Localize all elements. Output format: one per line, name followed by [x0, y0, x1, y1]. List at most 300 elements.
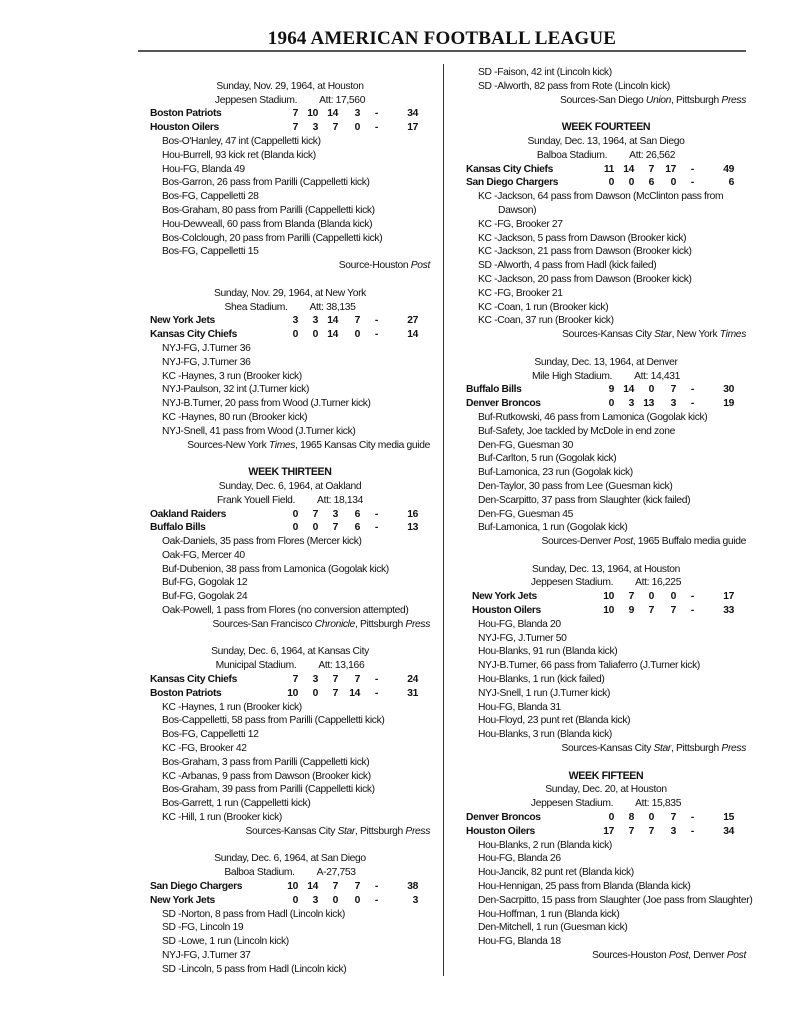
quarter-score: 14	[623, 384, 634, 396]
score-dash: -	[690, 384, 694, 396]
attendance: A-27,753	[316, 867, 356, 879]
source-text-after: , Pittsburgh	[671, 94, 722, 106]
final-score: 6	[728, 177, 734, 189]
quarter-score: 7	[292, 674, 298, 686]
team-name: Buffalo Bills	[466, 384, 522, 396]
source-text-after: , New York	[671, 329, 720, 341]
quarter-score: 0	[354, 894, 360, 906]
venue-name: Jeppesen Stadium.	[214, 94, 298, 106]
left-column	[150, 66, 430, 977]
scoring-play: Buf-FG, Gogolak 12	[162, 577, 248, 589]
scoring-play: Bos-Garron, 26 pass from Parilli (Cappelletti kick)	[162, 177, 370, 189]
scoring-play: Hou-Burrell, 93 kick ret (Blanda kick)	[162, 149, 316, 161]
score-dash: -	[690, 591, 694, 603]
score-dash: -	[374, 881, 378, 893]
source-publication: Chronicle	[314, 618, 356, 630]
score-dash: -	[374, 122, 378, 134]
quarter-score: 7	[670, 605, 676, 617]
team-name: Oakland Raiders	[150, 508, 227, 520]
scoring-play: KC -Coan, 37 run (Brooker kick)	[478, 315, 614, 327]
quarter-score: 10	[287, 881, 298, 893]
team-score-row	[466, 383, 746, 397]
scoring-play: KC -Jackson, 20 pass from Dawson (Brooker kick)	[478, 273, 692, 285]
source-text: Sources-Kansas City	[561, 743, 654, 755]
source-line	[150, 618, 430, 632]
team-name: San Diego Chargers	[150, 881, 243, 893]
score-dash: -	[374, 894, 378, 906]
venue-name: Jeppesen Stadium.	[530, 577, 614, 589]
scoring-play: KC -FG, Brooker 27	[478, 218, 563, 230]
spacer	[466, 342, 746, 356]
score-dash: -	[690, 177, 694, 189]
quarter-score: 0	[332, 894, 338, 906]
quarter-score: 7	[648, 163, 654, 175]
quarter-score: 0	[670, 591, 676, 603]
game-date: Sunday, Dec. 6, 1964, at San Diego	[214, 853, 366, 865]
team-score-row	[150, 314, 430, 328]
game-date: Sunday, Nov. 29, 1964, at New York	[213, 287, 366, 299]
quarter-score: 14	[349, 687, 360, 699]
source-text-after: , 1965 Buffalo media guide	[632, 536, 746, 548]
source-line	[150, 259, 430, 273]
scoring-play: Hou-FG, Blanda 31	[478, 701, 561, 713]
scoring-play: Buf-Lamonica, 1 run (Gogolak kick)	[478, 522, 628, 534]
quarter-score: 7	[292, 108, 298, 120]
final-score: 3	[412, 894, 418, 906]
quarter-score: 7	[332, 674, 338, 686]
quarter-score: 7	[628, 591, 634, 603]
scoring-play: Hou-FG, Blanda 26	[478, 853, 561, 865]
scoring-play: SD -Alworth, 82 pass from Rote (Lincoln kick)	[478, 80, 670, 92]
scoring-play: NYJ-Snell, 41 pass from Wood (J.Turner kick)	[162, 425, 356, 437]
quarter-score: 7	[648, 825, 654, 837]
team-name: Houston Oilers	[466, 825, 535, 837]
scoring-play: Bos-Graham, 3 pass from Parilli (Cappelletti kick)	[162, 756, 370, 768]
source-publication: Post	[668, 950, 689, 961]
source-text: Sources-San Francisco	[212, 618, 315, 630]
final-score: 49	[723, 163, 734, 175]
scoring-play: KC -FG, Brooker 21	[478, 287, 563, 299]
final-score: 38	[407, 881, 418, 893]
quarter-score: 10	[307, 108, 318, 120]
venue-name: Mile High Stadium.	[531, 370, 613, 382]
final-score: 19	[723, 398, 734, 410]
quarter-score: 14	[327, 315, 338, 327]
game-date: Sunday, Dec. 6, 1964, at Kansas City	[211, 646, 369, 658]
scoring-play: KC -Jackson, 21 pass from Dawson (Brooker kick)	[478, 246, 692, 258]
source-text-after: , Pittsburgh	[355, 618, 406, 630]
source-publication: Post	[613, 536, 633, 548]
game-venue	[466, 576, 746, 590]
source-publication: Star	[654, 329, 672, 341]
quarter-score: 3	[312, 122, 318, 134]
score-dash: -	[690, 605, 694, 617]
source-line	[466, 535, 746, 549]
quarter-score: 7	[354, 315, 360, 327]
final-score: 17	[723, 591, 734, 603]
scoring-play: Oak-Daniels, 35 pass from Flores (Mercer kick)	[162, 536, 362, 548]
team-name: New York Jets	[150, 315, 215, 327]
source-text: Sources-Kansas City	[245, 825, 338, 837]
venue-name: Jeppesen Stadium.	[530, 798, 614, 810]
scoring-play: Den-Scarpitto, 37 pass from Slaughter (kick failed)	[478, 494, 691, 506]
scoring-play: KC -Haynes, 1 run (Brooker kick)	[162, 701, 302, 713]
quarter-score: 14	[327, 108, 338, 120]
source-line	[150, 439, 430, 453]
final-score: 17	[407, 122, 418, 134]
team-score-row	[150, 687, 430, 701]
team-score-row	[150, 521, 430, 535]
venue-name: Balboa Stadium.	[224, 867, 295, 879]
scoring-play: Hou-Blanks, 1 run (kick failed)	[478, 674, 605, 686]
quarter-score: 7	[332, 522, 338, 534]
quarter-score: 17	[665, 163, 676, 175]
quarter-score: 6	[354, 508, 360, 520]
quarter-score: 0	[608, 177, 614, 189]
scoring-play: Buf-FG, Gogolak 24	[162, 591, 248, 603]
game-venue	[466, 797, 746, 811]
source-text-after: , Denver	[688, 950, 727, 961]
scoring-play: NYJ-B.Turner, 20 pass from Wood (J.Turner kick)	[162, 398, 371, 410]
scoring-play: SD -Norton, 8 pass from Hadl (Lincoln kick)	[162, 908, 345, 920]
quarter-score: 17	[603, 825, 614, 837]
source-line	[466, 949, 746, 963]
team-score-row	[466, 397, 746, 411]
game-date: Sunday, Dec. 13, 1964, at San Diego	[527, 135, 685, 147]
source-line	[150, 825, 430, 839]
scoring-play: Den-Taylor, 30 pass from Lee (Guesman kick)	[478, 480, 673, 492]
final-score: 33	[723, 605, 734, 617]
source-publication-2: Press	[721, 94, 746, 106]
spacer	[466, 756, 746, 770]
attendance: Att: 14,431	[634, 370, 681, 382]
quarter-score: 7	[670, 384, 676, 396]
venue-name: Municipal Stadium.	[215, 660, 297, 672]
quarter-score: 0	[354, 329, 360, 341]
scoring-play: KC -Haynes, 3 run (Brooker kick)	[162, 370, 302, 382]
quarter-score: 6	[354, 522, 360, 534]
team-name: Boston Patriots	[150, 108, 222, 120]
team-name: Houston Oilers	[472, 605, 541, 617]
scoring-play: KC -Arbanas, 9 pass from Dawson (Brooker kick)	[162, 770, 371, 782]
final-score: 34	[723, 825, 734, 837]
scoring-play: SD -FG, Lincoln 19	[162, 922, 244, 934]
quarter-score: 7	[312, 508, 318, 520]
source-text: Sources-Houston	[592, 950, 669, 961]
quarter-score: 3	[354, 108, 360, 120]
scoring-play: SD -Lowe, 1 run (Lincoln kick)	[162, 936, 289, 948]
attendance: Att: 38,135	[309, 301, 356, 313]
quarter-score: 0	[312, 522, 318, 534]
scoring-play: KC -Hill, 1 run (Brooker kick)	[162, 812, 282, 824]
scoring-play: Bos-FG, Cappelletti 28	[162, 191, 259, 203]
source-publication: Star	[337, 825, 356, 837]
game-date: Sunday, Dec. 20, at Houston	[545, 784, 667, 796]
game-date: Sunday, Dec. 6, 1964, at Oakland	[218, 480, 362, 492]
scoring-play: Buf-Lamonica, 23 run (Gogolak kick)	[478, 467, 633, 479]
scoring-play: Bos-Garrett, 1 run (Cappelletti kick)	[162, 798, 311, 810]
source-text: Sources-Denver	[541, 536, 614, 548]
score-dash: -	[374, 687, 378, 699]
scoring-play: Hou-Hennigan, 25 pass from Blanda (Blanda kick)	[478, 881, 691, 893]
team-name: Kansas City Chiefs	[150, 329, 237, 341]
source-publication-2: Press	[721, 743, 746, 755]
scoring-play: NYJ-Paulson, 32 int (J.Turner kick)	[162, 384, 310, 396]
quarter-score: 13	[643, 398, 654, 410]
scoring-play: Buf-Carlton, 5 run (Gogolak kick)	[478, 453, 617, 465]
scoring-play: KC -Haynes, 80 run (Brooker kick)	[162, 411, 308, 423]
scoring-play-continued: Dawson)	[498, 204, 537, 216]
source-line	[466, 328, 746, 342]
quarter-score: 3	[292, 315, 298, 327]
scoring-play: Buf-Dubenion, 38 pass from Lamonica (Gogolak kick)	[162, 563, 389, 575]
scoring-play: Oak-FG, Mercer 40	[162, 549, 245, 561]
quarter-score: 3	[332, 508, 338, 520]
source-text: Sources-New York	[187, 439, 269, 451]
game-venue	[150, 659, 430, 673]
week-heading: WEEK THIRTEEN	[248, 466, 332, 479]
quarter-score: 0	[648, 591, 654, 603]
team-name: Houston Oilers	[150, 122, 219, 134]
team-score-row	[150, 121, 430, 135]
scoring-play: Hou-Blanks, 91 run (Blanda kick)	[478, 646, 618, 658]
game-date: Sunday, Nov. 29, 1964, at Houston	[216, 80, 364, 92]
week-heading: WEEK FIFTEEN	[568, 769, 644, 782]
right-column	[466, 66, 753, 963]
scoring-play: NYJ-FG, J.Turner 36	[162, 356, 251, 368]
quarter-score: 3	[312, 894, 318, 906]
quarter-score: 3	[670, 825, 676, 837]
quarter-score: 14	[623, 163, 634, 175]
quarter-score: 0	[648, 812, 654, 824]
team-score-row	[466, 163, 746, 177]
spacer	[466, 549, 746, 563]
game-date: Sunday, Dec. 13, 1964, at Houston	[532, 563, 680, 575]
scoring-play: Hou-FG, Blanda 18	[478, 936, 561, 948]
team-name: Boston Patriots	[150, 687, 222, 699]
quarter-score: 0	[312, 329, 318, 341]
scoring-play: NYJ-FG, J.Turner 36	[162, 342, 251, 354]
scoring-play: Hou-FG, Blanda 49	[162, 163, 245, 175]
final-score: 31	[407, 687, 418, 699]
quarter-score: 7	[354, 674, 360, 686]
score-dash: -	[690, 398, 694, 410]
quarter-score: 9	[608, 384, 614, 396]
scoring-play: Hou-Dewveall, 60 pass from Blanda (Blanda kick)	[162, 218, 373, 230]
quarter-score: 0	[292, 894, 298, 906]
quarter-score: 6	[648, 177, 654, 189]
scoring-play: Bos-Graham, 80 pass from Parilli (Cappelletti kick)	[162, 204, 375, 216]
scoring-play: Buf-Rutkowski, 46 pass from Lamonica (Gogolak kick)	[478, 411, 708, 423]
scoring-play: Den-FG, Guesman 45	[478, 508, 573, 520]
quarter-score: 0	[628, 177, 634, 189]
final-score: 30	[723, 384, 734, 396]
scoring-play: Den-Sacrpitto, 15 pass from Slaughter (Joe pass from Slaughter)	[478, 894, 753, 906]
spacer	[150, 839, 430, 853]
quarter-score: 0	[312, 687, 318, 699]
source-publication-2: Post	[726, 950, 746, 961]
source-line	[466, 94, 746, 108]
quarter-score: 7	[648, 605, 654, 617]
attendance: Att: 26,562	[629, 149, 676, 161]
scoring-play: Buf-Safety, Joe tackled by McDole in end zone	[478, 425, 675, 437]
source-publication-2: Press	[405, 825, 430, 837]
scoring-play: SD -Lincoln, 5 pass from Hadl (Lincoln kick)	[162, 963, 347, 975]
team-score-row	[150, 328, 430, 342]
source-publication: Star	[653, 743, 672, 755]
team-score-row	[150, 894, 430, 908]
quarter-score: 0	[670, 177, 676, 189]
venue-name: Shea Stadium.	[224, 301, 288, 313]
scoring-play: NYJ-B.Turner, 66 pass from Taliaferro (J.Turner kick)	[478, 660, 700, 672]
team-score-row	[466, 825, 746, 839]
scoring-play: Hou-Hoffman, 1 run (Blanda kick)	[478, 908, 620, 920]
spacer	[150, 452, 430, 466]
scoring-play: KC -Jackson, 64 pass from Dawson (McClinton pass from	[478, 191, 724, 203]
quarter-score: 0	[354, 122, 360, 134]
game-venue	[150, 494, 430, 508]
quarter-score: 0	[292, 329, 298, 341]
final-score: 34	[407, 108, 418, 120]
quarter-score: 0	[648, 384, 654, 396]
attendance: Att: 16,225	[635, 577, 682, 589]
quarter-score: 3	[628, 398, 634, 410]
team-name: New York Jets	[150, 894, 215, 906]
quarter-score: 7	[332, 881, 338, 893]
score-dash: -	[374, 674, 378, 686]
quarter-score: 10	[603, 605, 614, 617]
game-venue	[466, 149, 746, 163]
quarter-score: 7	[332, 122, 338, 134]
source-text: Sources-Kansas City	[562, 329, 655, 341]
source-text-after: , 1965 Kansas City media guide	[295, 439, 430, 451]
source-text: Source-Houston	[338, 260, 411, 272]
final-score: 27	[407, 315, 418, 327]
quarter-score: 7	[292, 122, 298, 134]
attendance: Att: 15,835	[635, 798, 682, 810]
game-venue	[150, 301, 430, 315]
team-score-row	[466, 604, 746, 618]
score-dash: -	[690, 812, 694, 824]
score-dash: -	[374, 508, 378, 520]
quarter-score: 11	[603, 163, 614, 175]
title-rule	[138, 50, 746, 52]
scoring-play: Bos-Colclough, 20 pass from Parilli (Cappelletti kick)	[162, 232, 383, 244]
source-publication: Post	[410, 260, 430, 272]
scoring-play: NYJ-FG, J.Turner 37	[162, 950, 251, 961]
quarter-score: 0	[608, 398, 614, 410]
game-venue	[150, 94, 430, 108]
scoring-play: Hou-Blanks, 2 run (Blanda kick)	[478, 839, 612, 851]
column-divider	[443, 64, 444, 976]
quarter-score: 14	[307, 881, 318, 893]
scoring-play: Hou-FG, Blanda 20	[478, 618, 561, 630]
team-name: San Diego Chargers	[466, 177, 559, 189]
scoring-play: KC -Jackson, 5 pass from Dawson (Brooker kick)	[478, 232, 687, 244]
final-score: 13	[407, 522, 418, 534]
page-title: 1964 AMERICAN FOOTBALL LEAGUE	[267, 28, 617, 49]
scoring-play: KC -Coan, 1 run (Brooker kick)	[478, 301, 609, 313]
quarter-score: 10	[603, 591, 614, 603]
scoring-play: Hou-Blanks, 3 run (Blanda kick)	[478, 729, 612, 741]
team-score-row	[150, 508, 430, 522]
scoring-play: Bos-Graham, 39 pass from Parilli (Cappelletti kick)	[162, 784, 375, 796]
quarter-score: 10	[287, 687, 298, 699]
scoring-play: Oak-Powell, 1 pass from Flores (no conversion attempted)	[162, 605, 409, 617]
attendance: Att: 13,166	[318, 660, 365, 672]
team-score-row	[150, 107, 430, 121]
team-score-row	[150, 880, 430, 894]
spacer	[466, 107, 746, 121]
score-dash: -	[690, 163, 694, 175]
source-publication: Union	[645, 94, 672, 106]
scoring-play: SD -Alworth, 4 pass from Hadl (kick failed)	[478, 260, 657, 272]
team-name: Denver Broncos	[466, 398, 541, 410]
spacer	[150, 273, 430, 287]
scoring-play: Den-FG, Guesman 30	[478, 439, 573, 451]
quarter-score: 7	[354, 881, 360, 893]
game-venue	[150, 866, 430, 880]
venue-name: Balboa Stadium.	[536, 149, 608, 161]
scoring-play: Den-Mitchell, 1 run (Guesman kick)	[478, 922, 628, 934]
scoring-play: Hou-Floyd, 23 punt ret (Blanda kick)	[478, 715, 631, 727]
team-name: Kansas City Chiefs	[150, 674, 237, 686]
scoring-play: Bos-FG, Cappelletti 15	[162, 246, 259, 258]
score-dash: -	[690, 825, 694, 837]
team-name: New York Jets	[472, 591, 537, 603]
scoring-play: SD -Faison, 42 int (Lincoln kick)	[478, 67, 612, 78]
source-line	[466, 742, 746, 756]
source-text: Sources-San Diego	[560, 94, 646, 106]
source-publication-2: Times	[719, 329, 746, 341]
source-text-after: , Pittsburgh	[671, 743, 722, 755]
quarter-score: 7	[332, 687, 338, 699]
quarter-score: 0	[608, 812, 614, 824]
venue-name: Frank Youell Field.	[216, 494, 296, 506]
quarter-score: 8	[628, 812, 634, 824]
source-text-after: , Pittsburgh	[355, 825, 406, 837]
scoring-play: Bos-O'Hanley, 47 int (Cappelletti kick)	[162, 135, 321, 147]
scoring-play: Hou-Jancik, 82 punt ret (Blanda kick)	[478, 867, 634, 879]
team-name: Kansas City Chiefs	[466, 163, 553, 175]
team-score-row	[466, 176, 746, 190]
score-dash: -	[374, 315, 378, 327]
team-name: Buffalo Bills	[150, 522, 206, 534]
quarter-score: 7	[670, 812, 676, 824]
quarter-score: 14	[327, 329, 338, 341]
game-venue	[466, 370, 746, 384]
final-score: 14	[407, 329, 418, 341]
scoring-play: KC -FG, Brooker 42	[162, 743, 247, 755]
game-date: Sunday, Dec. 13, 1964, at Denver	[534, 356, 678, 368]
quarter-score: 7	[628, 825, 634, 837]
team-score-row	[466, 811, 746, 825]
final-score: 24	[407, 674, 418, 686]
week-heading: WEEK FOURTEEN	[561, 121, 651, 134]
scoring-play: NYJ-Snell, 1 run (J.Turner kick)	[478, 687, 611, 699]
scoring-play: Bos-FG, Cappelletti 12	[162, 729, 259, 741]
quarter-score: 3	[670, 398, 676, 410]
team-score-row	[466, 590, 746, 604]
score-dash: -	[374, 108, 378, 120]
score-dash: -	[374, 522, 378, 534]
scoring-play: Bos-Cappelletti, 58 pass from Parilli (Cappelletti kick)	[162, 715, 385, 727]
source-publication-2: Press	[405, 618, 430, 630]
quarter-score: 0	[292, 508, 298, 520]
attendance: Att: 17,560	[319, 94, 366, 106]
score-dash: -	[374, 329, 378, 341]
quarter-score: 3	[312, 315, 318, 327]
